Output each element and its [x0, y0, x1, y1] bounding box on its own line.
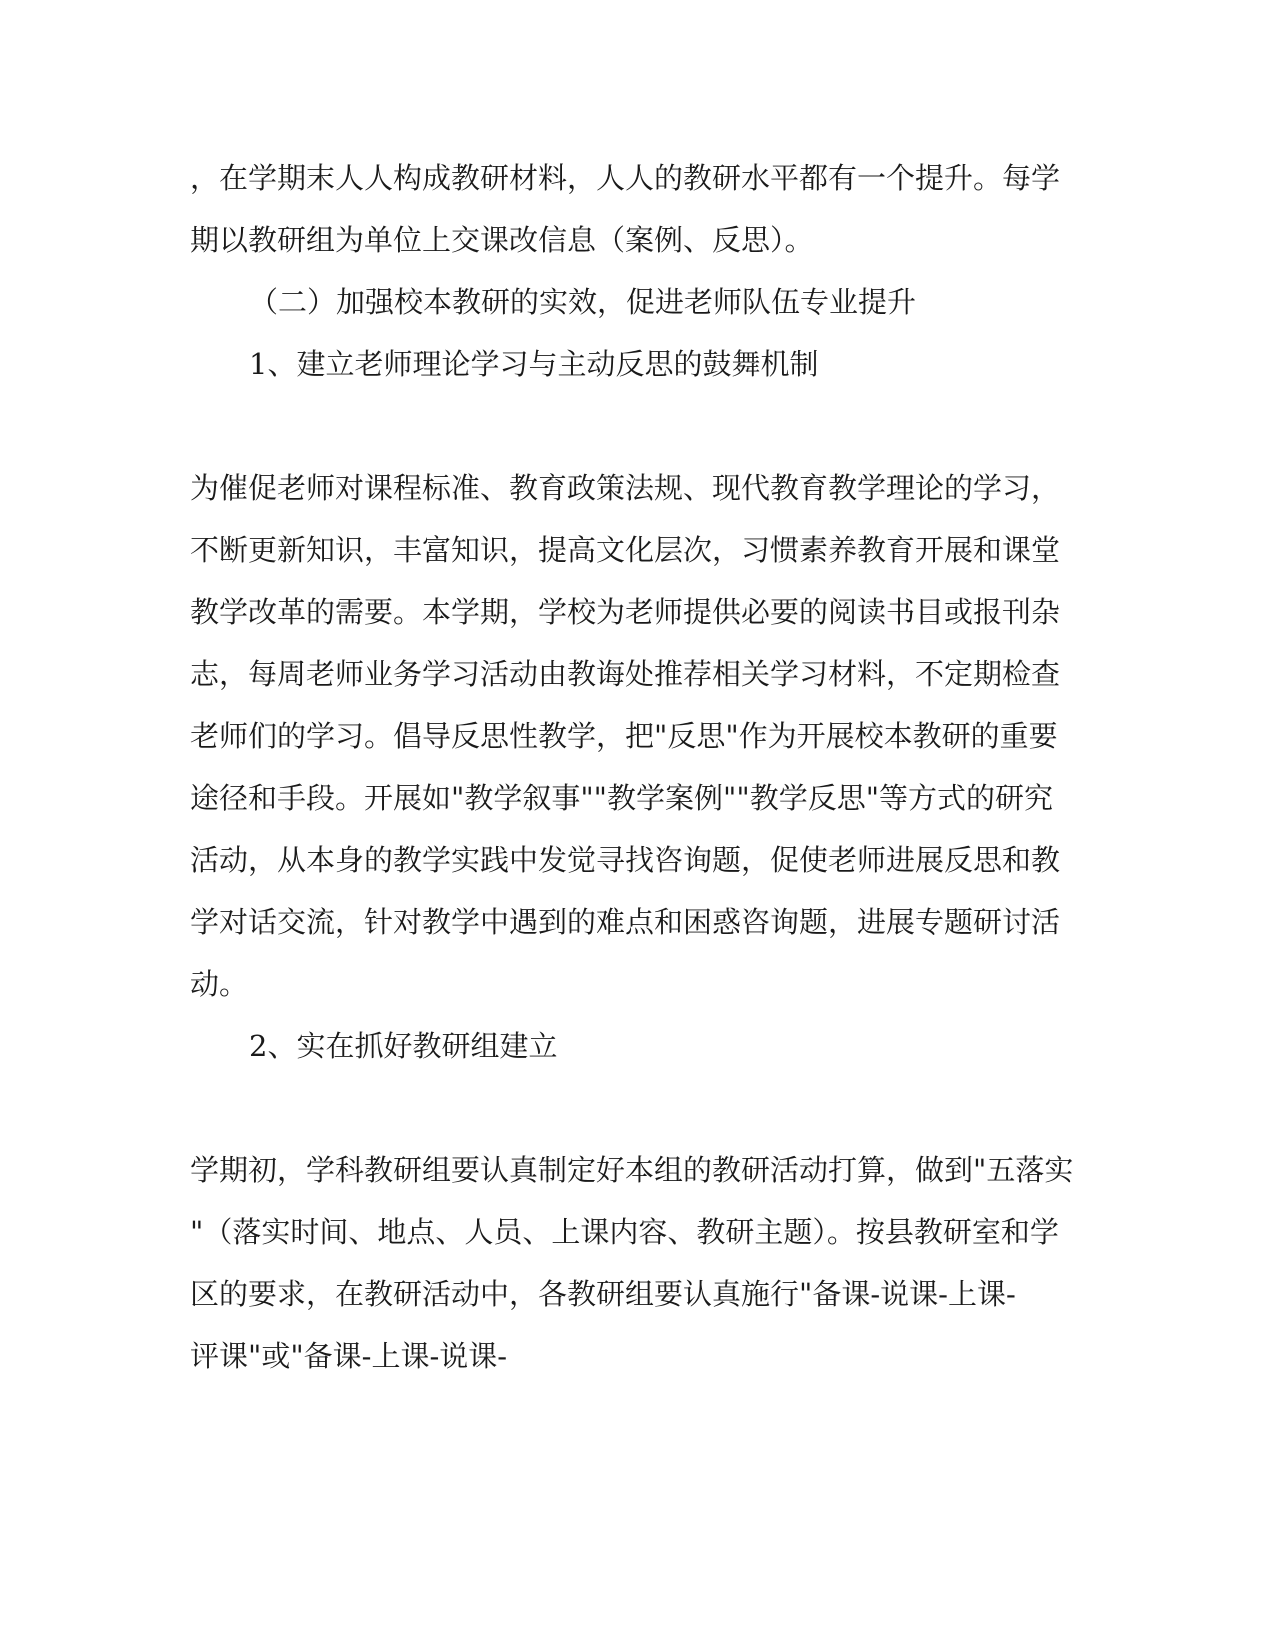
- body-text-line: 老师们的学习。倡导反思性教学，把"反思"作为开展校本教研的重要: [190, 719, 1058, 753]
- body-text-line: 期以教研组为单位上交课改信息（案例、反思）。: [190, 223, 814, 257]
- body-text-line: 评课"或"备课-上课-说课-: [190, 1339, 508, 1373]
- body-text-line: 不断更新知识，丰富知识，提高文化层次，习惯素养教育开展和课堂: [190, 533, 1061, 567]
- body-text-line: ，在学期末人人构成教研材料，人人的教研水平都有一个提升。每学: [190, 161, 1061, 195]
- section-heading: （二）加强校本教研的实效，促进老师队伍专业提升: [249, 285, 917, 319]
- body-text-line: 教学改革的需要。本学期，学校为老师提供必要的阅读书目或报刊杂: [190, 595, 1061, 629]
- subsection-heading: 2、实在抓好教研组建立: [249, 1029, 558, 1063]
- body-text-line: 动。: [190, 967, 249, 1001]
- body-text-line: 为催促老师对课程标准、教育政策法规、现代教育教学理论的学习，: [190, 471, 1061, 505]
- body-text-line: 学对话交流，针对教学中遇到的难点和困惑咨询题，进展专题研讨活: [190, 905, 1061, 939]
- body-text-line: 学期初，学科教研组要认真制定好本组的教研活动打算，做到"五落实: [190, 1153, 1074, 1187]
- subsection-heading: 1、建立老师理论学习与主动反思的鼓舞机制: [249, 347, 819, 381]
- body-text-line: 途径和手段。开展如"教学叙事""教学案例""教学反思"等方式的研究: [190, 781, 1054, 815]
- body-text-line: "（落实时间、地点、人员、上课内容、教研主题）。按县教研室和学: [190, 1215, 1059, 1249]
- body-text-line: 活动，从本身的教学实践中发觉寻找咨询题，促使老师进展反思和教: [190, 843, 1061, 877]
- body-text-line: 区的要求，在教研活动中，各教研组要认真施行"备课-说课-上课-: [190, 1277, 1016, 1311]
- body-text-line: 志，每周老师业务学习活动由教诲处推荐相关学习材料，不定期检查: [190, 657, 1061, 691]
